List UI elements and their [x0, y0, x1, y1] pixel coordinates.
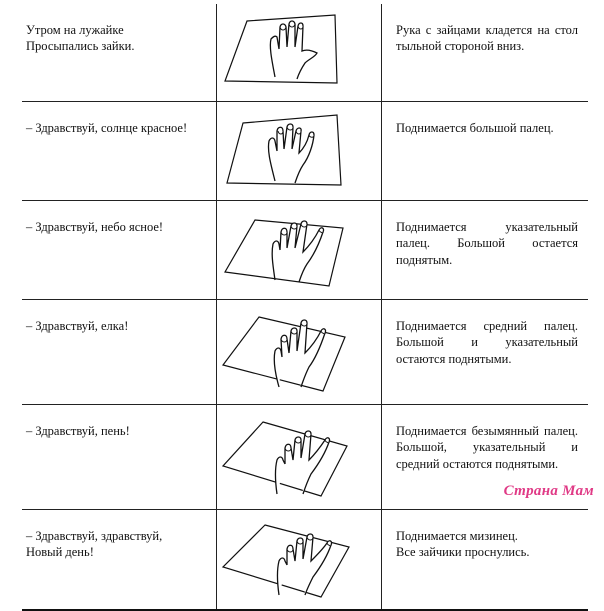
action-text [382, 510, 589, 611]
verse-line: – Здравствуй, здравствуй, Новый день! [26, 529, 163, 559]
paper-sheet [227, 115, 341, 185]
table-row [22, 102, 588, 201]
verse-text [22, 4, 217, 102]
hand-shape [272, 221, 323, 282]
hand-illustration-cell [217, 4, 382, 102]
verse-text [22, 300, 217, 405]
action-line: Поднимается средний палец. Большой и указательный остаются поднятыми. [396, 319, 578, 366]
table-row [22, 510, 588, 611]
hand-illustration-cell [217, 510, 382, 611]
verse-text [22, 405, 217, 510]
hand-illustration-cell [217, 405, 382, 510]
table-row [22, 201, 588, 300]
hand-on-paper-illustration [217, 405, 381, 509]
action-text [382, 102, 589, 201]
verse-text [22, 510, 217, 611]
hand-illustration-cell [217, 102, 382, 201]
verse-line: – Здравствуй, солнце красное! [26, 121, 188, 135]
action-line: Рука с зайцами кладется на стол тыльной стороной вниз. [396, 23, 578, 54]
hand-shape [268, 124, 314, 183]
hand-illustration-cell [217, 300, 382, 405]
hand-on-paper-illustration [217, 4, 381, 101]
verse-text [22, 102, 217, 201]
verse-line: – Здравствуй, небо ясное! [26, 220, 164, 234]
hand-on-paper-illustration [217, 300, 381, 404]
action-text [382, 201, 589, 300]
action-line: Поднимается большой палец. [396, 121, 554, 135]
table-row [22, 4, 588, 102]
table-row [22, 300, 588, 405]
hand-on-paper-illustration [217, 102, 381, 200]
paper-sheet [223, 525, 349, 597]
hand-shape [270, 21, 317, 79]
action-line: Поднимается мизинец. Все зайчики проснулись. [396, 529, 530, 560]
hand-shape [274, 320, 325, 387]
action-text [382, 300, 589, 405]
finger-game-table [22, 4, 588, 611]
action-text [382, 4, 589, 102]
action-line: Поднимается безымянный палец. Большой, указательный и средний остаются поднятыми. [396, 424, 578, 471]
verse-line: – Здравствуй, елка! [26, 319, 129, 333]
hand-on-paper-illustration [217, 201, 381, 299]
action-line: Поднимается указательный палец. Большой остается поднятым. [396, 220, 578, 267]
verse-text [22, 201, 217, 300]
verse-line: – Здравствуй, пень! [26, 424, 130, 438]
hand-on-paper-illustration [217, 510, 381, 609]
verse-line: Утром на лужайке Просыпались зайки. [26, 23, 135, 53]
hand-illustration-cell [217, 201, 382, 300]
watermark-logo: Страна Мам [503, 483, 594, 499]
